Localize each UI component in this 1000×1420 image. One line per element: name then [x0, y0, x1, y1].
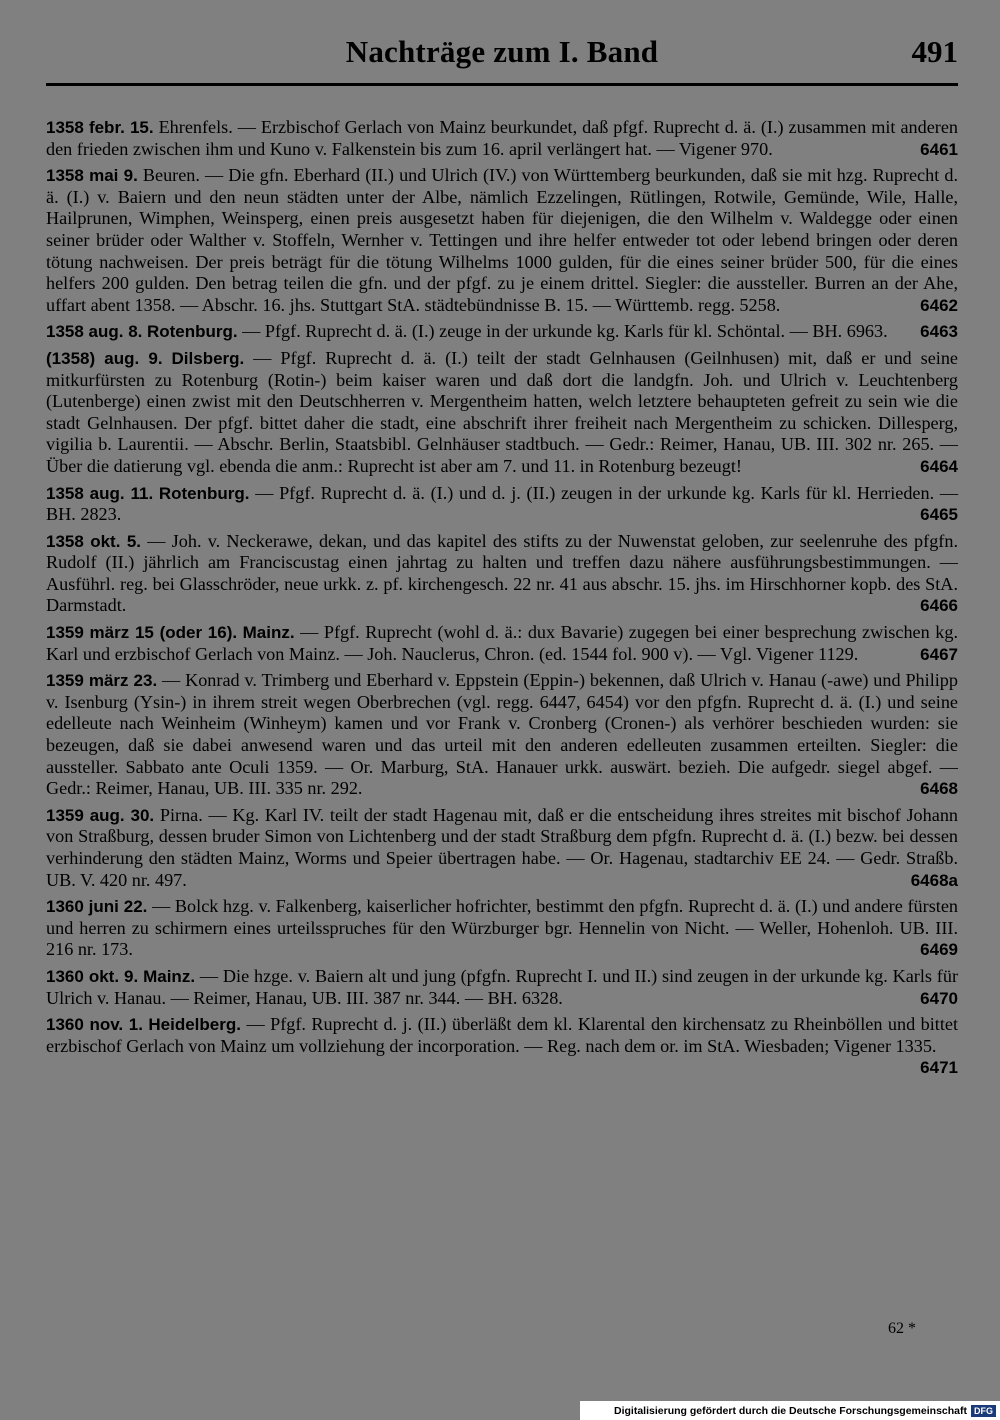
- entry-number: 6468: [920, 779, 958, 799]
- entries-list: [46, 117, 958, 1079]
- entry-text: — Pfgf. Ruprecht d. ä. (I.) und d. j. (II.) zeugen in der urkunde kg. Karls für kl. Herrieden. — BH. 2823.: [46, 482, 959, 525]
- entry-text: — Pfgf. Ruprecht d. ä. (I.) zeuge in der urkunde kg. Karls für kl. Schöntal. — BH. 6963.: [242, 321, 888, 342]
- entry-text: — Pfgf. Ruprecht d. ä. (I.) teilt der stadt Gelnhausen (Geilnhusen) mit, daß er und seine mitkurfürsten zu Rotenburg (Rotin-) beim kaiser waren und daß dort die landgfn. Joh. und Ulrich v. Leuchtenberg (Lutenberge) einen zwist mit den Deutschherren v. Mergentheim hatten, welch letztere behaupteten gefreit zu sein wie die stadt Gelnhausen. Der pfgf. bittet daher die stadt, eine abschrift ihrer freiheit nach Mergentheim zu schicken. Dillesperg, vigilia b. Laurentii. — Abschr. Berlin, Staatsbibl. Gelnhäuser stadtbuch. — Gedr.: Reimer, Hanau, UB. III. 302 nr. 265. — Über die datierung vgl. ebenda die anm.: Ruprecht ist aber am 7. und 11. in Rotenburg bezeugt!: [46, 347, 958, 476]
- entry: [46, 165, 958, 316]
- header-rule: [46, 83, 958, 86]
- entry-text: Beuren. — Die gfn. Eberhard (II.) und Ulrich (IV.) von Württemberg beurkunden, daß sie mit hzg. Ruprecht d. ä. (I.) v. Baiern und den neun städten unter der Albe, nämlich Ezzelingen, Rütlingen, Rotwile, Gemünde, Wile, Halle, Hailprunen, Wimphen, Weinsperg, einen preis ausgesetzt haben für diejenigen, die den Wilhelm v. Waldegge oder einen seiner brüder oder Walther v. Stoffeln, Wernher v. Tettingen und ihre helfer entweder tot oder lebend bringen oder deren tötung nachweisen. Der preis beträgt für die tötung Wilhelms 1000 gulden, für die eines seiner brüder 500, für die eines helfers 200 gulden. Den betrag teilen die gfn. und der pfgf. zu je einem drittel. Siegler: die aussteller. Burren an der Ahe, uffart abent 1358. — Abschr. 16. jhs. Stuttgart StA. städtebündnisse B. 15. — Württemb. regg. 5258.: [46, 165, 958, 315]
- entry: [46, 117, 958, 160]
- entry-date: 1358 mai 9.: [46, 166, 138, 186]
- entry-date: 1358 febr. 15.: [46, 118, 154, 137]
- dfg-footer: [580, 1401, 1000, 1420]
- entry-place: Rotenburg.: [158, 483, 250, 503]
- entry-text: — Die hzge. v. Baiern alt und jung (pfgfn. Ruprecht I. und II.) sind zeugen in der urkunde kg. Karls für Ulrich v. Hanau. — Reimer, Hanau, UB. III. 387 nr. 344. — BH. 6328.: [46, 965, 959, 1008]
- entry-date: (1358) aug. 9.: [46, 348, 163, 368]
- entry-date: 1360 nov. 1.: [46, 1015, 143, 1035]
- entry-date: 1359 aug. 30.: [46, 805, 155, 825]
- entry-date: 1358 aug. 11.: [46, 483, 154, 503]
- entry: [46, 321, 958, 343]
- entry-number: 6465: [920, 505, 958, 525]
- entry-date: 1358 okt. 5.: [46, 531, 142, 551]
- entry-date: 1359 märz 23.: [46, 671, 158, 691]
- entry-number: 6466: [920, 596, 958, 616]
- dfg-logo-icon: DFG: [971, 1405, 996, 1417]
- entry-date: 1358 aug. 8.: [46, 322, 143, 342]
- entry-number: 6464: [920, 456, 958, 476]
- entry: [46, 805, 958, 891]
- entry-text: — Pfgf. Ruprecht d. j. (II.) überläßt dem kl. Klarental den kirchensatz zu Rheinböllen und bittet erzbischof Gerlach von Mainz um vollziehung der incorporation. — Reg. nach dem or. im StA. Wiesbaden; Vigener 1335.: [46, 1014, 958, 1056]
- signature-mark: 62 *: [888, 1320, 916, 1337]
- entry: [46, 966, 958, 1009]
- entry-text: — Pfgf. Ruprecht (wohl d. ä.: dux Bavarie) zugegen bei einer besprechung zwischen kg. Karl und erzbischof Gerlach von Mainz. — Joh. Nauclerus, Chron. (ed. 1544 fol. 900 v). — Vgl. Vigener 1129.: [46, 622, 958, 664]
- entry: [46, 483, 958, 526]
- page-header: [46, 34, 958, 78]
- entry: [46, 531, 958, 617]
- page-title: Nachträge zum I. Band: [345, 34, 659, 69]
- entry: [46, 670, 958, 800]
- entry-number: 6462: [920, 295, 958, 315]
- entry-number: 6470: [920, 988, 958, 1008]
- page-number: 491: [911, 34, 958, 69]
- entry-place: Mainz.: [143, 966, 196, 986]
- entry-date: 1360 okt. 9.: [46, 966, 139, 986]
- entry: [46, 896, 958, 961]
- entry-place: Dilsberg.: [171, 348, 245, 368]
- footer-text: Digitalisierung gefördert durch die Deutsche Forschungsgemeinschaft: [614, 1404, 967, 1417]
- entry-place: Heidelberg.: [148, 1015, 241, 1035]
- entry-number: 6469: [920, 940, 958, 960]
- entry-text: Ehrenfels. — Erzbischof Gerlach von Mainz beurkundet, daß pfgf. Ruprecht d. ä. (I.) zusammen mit anderen den frieden zwischen ihm und Kuno v. Falkenstein bis zum 16. april verlängert hat. — Vigener 970.: [46, 117, 958, 159]
- entry-number: 6468a: [910, 870, 958, 890]
- entry-number: 6461: [920, 139, 958, 159]
- entry-number: 6467: [920, 644, 958, 664]
- entry-date: 1359 märz 15 (oder 16).: [46, 623, 238, 643]
- entry-text: — Joh. v. Neckerawe, dekan, und das kapitel des stifts zu der Nuwenstat geloben, zur seelenruhe des pfgfn. Rudolf (II.) jährlich am Franciscustag einen jahrtag zu halten und treffen dazu nähere ausführungsbestimmungen. — Ausführl. reg. bei Glasschröder, neue urkk. z. pf. kirchengesch. 22 nr. 41 aus abschr. 15. jhs. im Hirschhorner kopb. des StA. Darmstadt.: [46, 530, 958, 616]
- entry-text: — Bolck hzg. v. Falkenberg, kaiserlicher hofrichter, bestimmt den pfgfn. Ruprecht d. ä. (I.) und andere fürsten und herren zu schirmern eines urteilsspruches für den Würzburger bgr. Hennelin von Nicht. — Weller, Hohenloh. UB. III. 216 nr. 173.: [46, 896, 958, 960]
- entry-date: 1360 juni 22.: [46, 897, 148, 917]
- entry-number: 6463: [920, 322, 958, 342]
- entry: [46, 348, 958, 478]
- entry-place: Mainz.: [242, 623, 295, 643]
- entry-text: Pirna. — Kg. Karl IV. teilt der stadt Hagenau mit, daß er die entscheidung ihres streites mit bischof Johann von Straßburg, dessen bruder Simon von Lichtenberg und der stadt Straßburg dem pfgfn. Ruprecht d. ä. (I.) bezw. bei dessen verhinderung den städten Mainz, Worms und Speier übertragen habe. — Or. Hagenau, stadtarchiv EE 24. — Gedr. Straßb. UB. V. 420 nr. 497.: [46, 804, 959, 890]
- entry: [46, 622, 958, 665]
- entry-number: 6471: [920, 1058, 958, 1078]
- entry-place: Rotenburg.: [146, 322, 238, 342]
- entry: [46, 1014, 958, 1078]
- entry-text: — Konrad v. Trimberg und Eberhard v. Eppstein (Eppin-) bekennen, daß Ulrich v. Hanau (-awe) und Philipp v. Isenburg (Ysin-) in ihrem streit wegen Oberbrechen (vgl. regg. 6447, 6454) vor den pfgfn. Ruprecht d. ä. (I.) und seine edelleute nach Weinheim (Winheym) kamen und vor Frank v. Cronberg (Cronen-) als verhörer beschieden wurden: sie bezeugen, daß sie dabei anwesend waren und das urteil mit den anderen edelleuten zusammen erteilten. Siegler: die aussteller. Sabbato ante Oculi 1359. — Or. Marburg, StA. Hanauer urkk. auswärt. bezieh. Die aufgedr. siegel abgef. — Gedr.: Reimer, Hanau, UB. III. 335 nr. 292.: [46, 670, 958, 799]
